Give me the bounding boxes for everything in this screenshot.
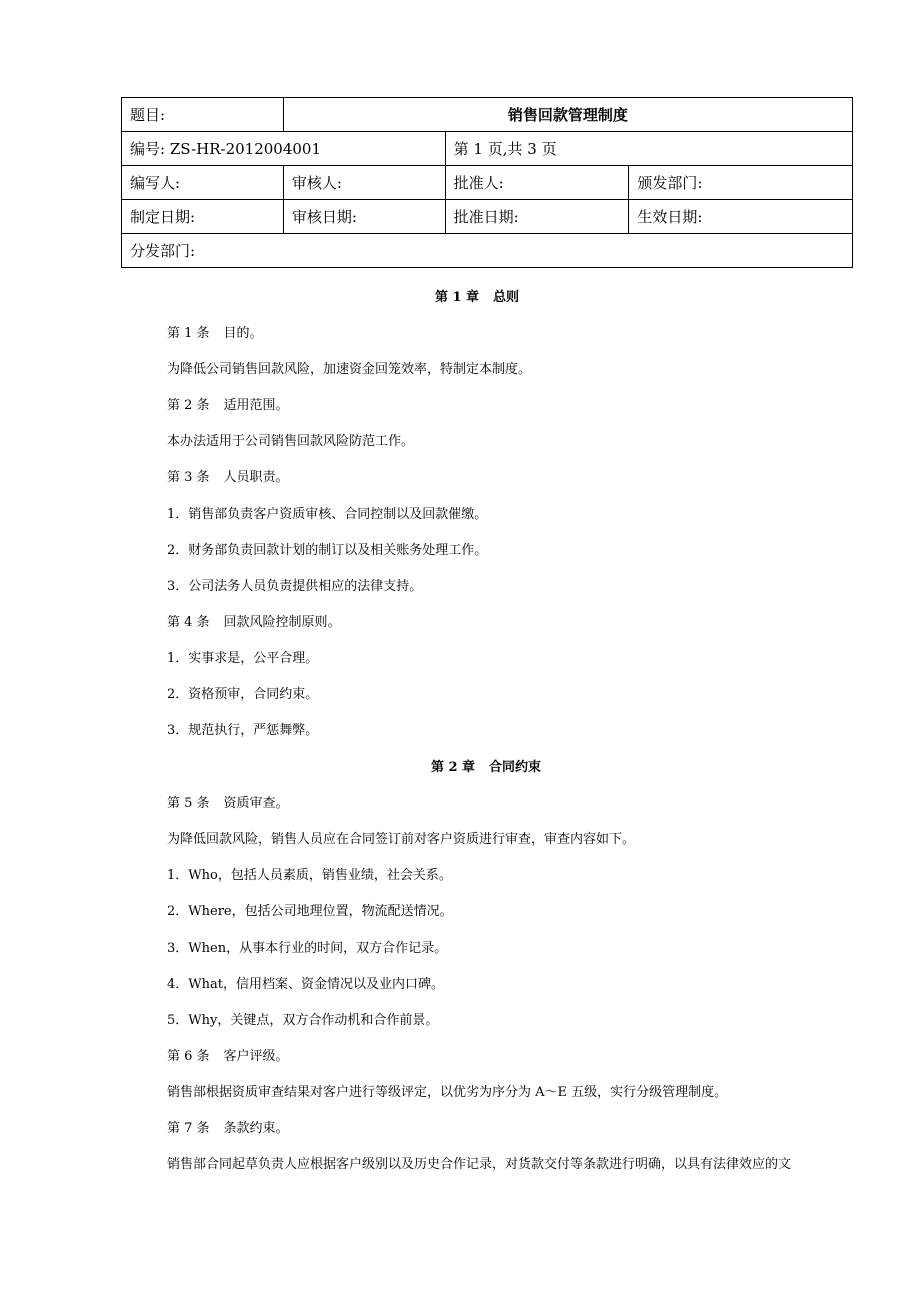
effective-date-label: 生效日期: [629,200,853,234]
approve-date-label: 批准日期: [445,200,629,234]
page-info: 第 1 页,共 3 页 [445,132,852,166]
chapter-number: 第 2 章 [430,760,476,775]
chapter-title: 总则 [493,290,520,305]
number-row [122,132,853,166]
created-date-label: 制定日期: [122,200,284,234]
reviewer-label: 审核人: [283,166,445,200]
list-item: 2．财务部负责回款计划的制订以及相关账务处理工作。 [167,543,488,558]
paragraph: 销售部根据资质审查结果对客户进行等级评定，以优劣为序分为 A～E 五级，实行分级管理制度。 [167,1085,728,1100]
approver-label: 批准人: [445,166,629,200]
dates-row [122,200,853,234]
list-item: 1．实事求是，公平合理。 [167,651,319,666]
list-item: 3．规范执行，严惩舞弊。 [167,723,319,738]
author-label: 编写人: [122,166,284,200]
list-item: 1．Who，包括人员素质，销售业绩，社会关系。 [167,868,452,883]
issuing-dept-label: 颁发部门: [629,166,853,200]
article-heading: 第 5 条 资质审查。 [167,796,289,811]
signoff-row [122,166,853,200]
article-heading: 第 1 条 目的。 [167,326,263,341]
chapter-heading-2 [0,760,920,776]
chapter-heading-1 [0,290,920,306]
paragraph: 为降低公司销售回款风险，加速资金回笼效率，特制定本制度。 [167,362,532,377]
paragraph: 本办法适用于公司销售回款风险防范工作。 [167,434,415,449]
list-item: 2．资格预审，合同约束。 [167,687,319,702]
distribution-row [122,234,853,268]
list-item: 5．Why，关键点，双方合作动机和合作前景。 [167,1013,439,1028]
article-heading: 第 3 条 人员职责。 [167,470,289,485]
list-item: 1．销售部负责客户资质审核、合同控制以及回款催缴。 [167,507,488,522]
paragraph: 销售部合同起草负责人应根据客户级别以及历史合作记录，对货款交付等条款进行明确，以具有法律效应的文 [167,1157,792,1172]
list-item: 3．公司法务人员负责提供相应的法律支持。 [167,579,423,594]
list-item: 3．When，从事本行业的时间，双方合作记录。 [167,941,448,956]
article-heading: 第 4 条 回款风险控制原则。 [167,615,341,630]
review-date-label: 审核日期: [283,200,445,234]
article-heading: 第 6 条 客户评级。 [167,1049,289,1064]
paragraph: 为降低回款风险，销售人员应在合同签订前对客户资质进行审查，审查内容如下。 [167,832,636,847]
chapter-title: 合同约束 [489,760,542,775]
title-row [122,98,853,132]
document-title: 销售回款管理制度 [283,98,852,132]
document-number: 编号: ZS-HR-2012004001 [122,132,446,166]
distribution-label: 分发部门: [122,234,853,268]
article-heading: 第 7 条 条款约束。 [167,1121,289,1136]
document-header-table [121,97,853,268]
list-item: 2．Where，包括公司地理位置，物流配送情况。 [167,904,453,919]
chapter-number: 第 1 章 [434,290,480,305]
article-heading: 第 2 条 适用范围。 [167,398,289,413]
list-item: 4．What，信用档案、资金情况以及业内口碑。 [167,977,444,992]
title-label: 题目: [122,98,284,132]
